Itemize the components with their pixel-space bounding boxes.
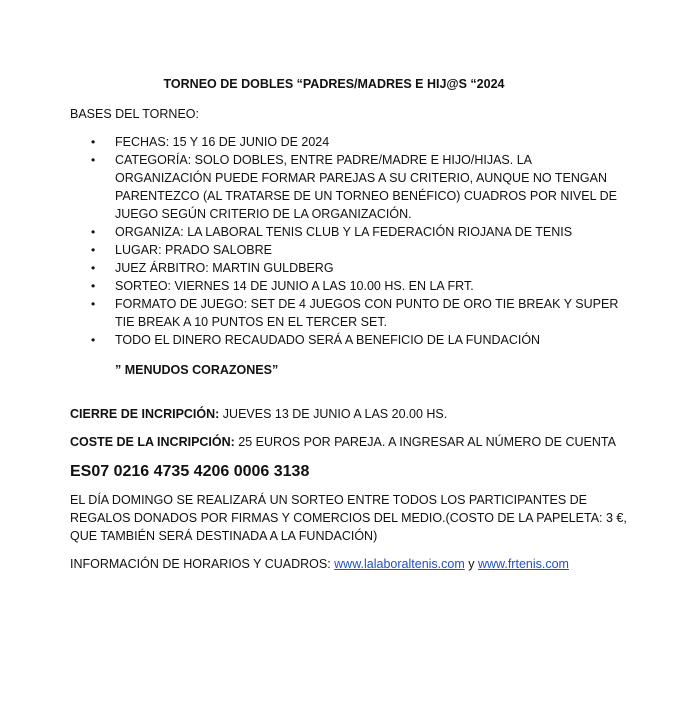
sorteo-paragraph: EL DÍA DOMINGO SE REALIZARÁ UN SORTEO ENTRE TODOS LOS PARTICIPANTES DE REGALOS DONADOS POR FIRMAS Y COMERCIOS DEL MEDIO.(COSTO DE LA PAPELETA: 3 €, QUE TAMBIÉN SERÁ DESTINADA A LA FUNDACIÓN) [70, 493, 627, 543]
info-connector: y [464, 557, 478, 571]
list-item-categoria [70, 151, 630, 223]
list-item-text: JUEZ ÁRBITRO: MARTIN GULDBERG [115, 261, 334, 275]
cierre-value: JUEVES 13 DE JUNIO A LAS 20.00 HS. [219, 407, 448, 421]
account-number: ES07 0216 4735 4206 0006 3138 [70, 463, 310, 480]
list-item-text: FORMATO DE JUEGO: SET DE 4 JUEGOS CON PUNTO DE ORO TIE BREAK Y SUPER TIE BREAK A 10 PUNTOS EN EL TERCER SET. [115, 297, 619, 329]
coste-inscripcion [70, 433, 630, 451]
info-prefix: INFORMACIÓN DE HORARIOS Y CUADROS: [70, 557, 335, 571]
list-item-sorteo [70, 277, 630, 295]
coste-label: COSTE DE LA INCRIPCIÓN: [70, 435, 235, 449]
document-title: TORNEO DE DOBLES “PADRES/MADRES E HIJ@S “2024 [163, 77, 505, 91]
list-item-dinero [70, 331, 630, 349]
link-lalaboraltenis[interactable]: www.lalaboraltenis.com [334, 557, 465, 571]
bases-heading: BASES DEL TORNEO: [70, 107, 199, 121]
list-item-text: TODO EL DINERO RECAUDADO SERÁ A BENEFICIO DE LA FUNDACIÓN [115, 333, 541, 347]
bullet-icon: • [91, 261, 96, 275]
list-item-text: CATEGORÍA: SOLO DOBLES, ENTRE PADRE/MADRE E HIJO/HIJAS. LA ORGANIZACIÓN PUEDE FORMAR PAREJAS A SU CRITERIO, AUNQUE NO TENGAN PARENTEZCO (AL TRATARSE DE UN TORNEO BENÉFICO) CUADROS POR NIVEL DE JUEGO SEGÚN CRITERIO DE LA ORGANIZACIÓN. [115, 153, 617, 221]
list-item-formato [70, 295, 630, 331]
list-item-fechas [70, 133, 630, 151]
list-item-text: ORGANIZA: LA LABORAL TENIS CLUB Y LA FEDERACIÓN RIOJANA DE TENIS [115, 225, 573, 239]
list-item-text: LUGAR: PRADO SALOBRE [115, 243, 272, 257]
bullet-icon: • [91, 225, 96, 239]
bullet-icon: • [91, 135, 96, 149]
list-item-juez [70, 259, 630, 277]
cierre-inscripcion [70, 405, 630, 423]
cierre-label: CIERRE DE INCRIPCIÓN: [70, 407, 220, 421]
list-item-text: SORTEO: VIERNES 14 DE JUNIO A LAS 10.00 HS. EN LA FRT. [115, 279, 474, 293]
list-item-lugar [70, 241, 630, 259]
bases-list [70, 133, 630, 349]
list-item-text: FECHAS: 15 Y 16 DE JUNIO DE 2024 [115, 135, 330, 149]
list-item-organiza [70, 223, 630, 241]
link-frtenis[interactable]: www.frtenis.com [477, 557, 569, 571]
bullet-icon: • [91, 279, 96, 293]
info-line [70, 555, 630, 573]
document [70, 75, 630, 583]
bullet-icon: • [91, 297, 96, 311]
bullet-icon: • [91, 153, 96, 167]
bullet-icon: • [91, 243, 96, 257]
fundacion-name: ” MENUDOS CORAZONES” [115, 363, 279, 377]
bullet-icon: • [91, 333, 96, 347]
coste-value: 25 EUROS POR PAREJA. A INGRESAR AL NÚMERO DE CUENTA [234, 435, 616, 449]
